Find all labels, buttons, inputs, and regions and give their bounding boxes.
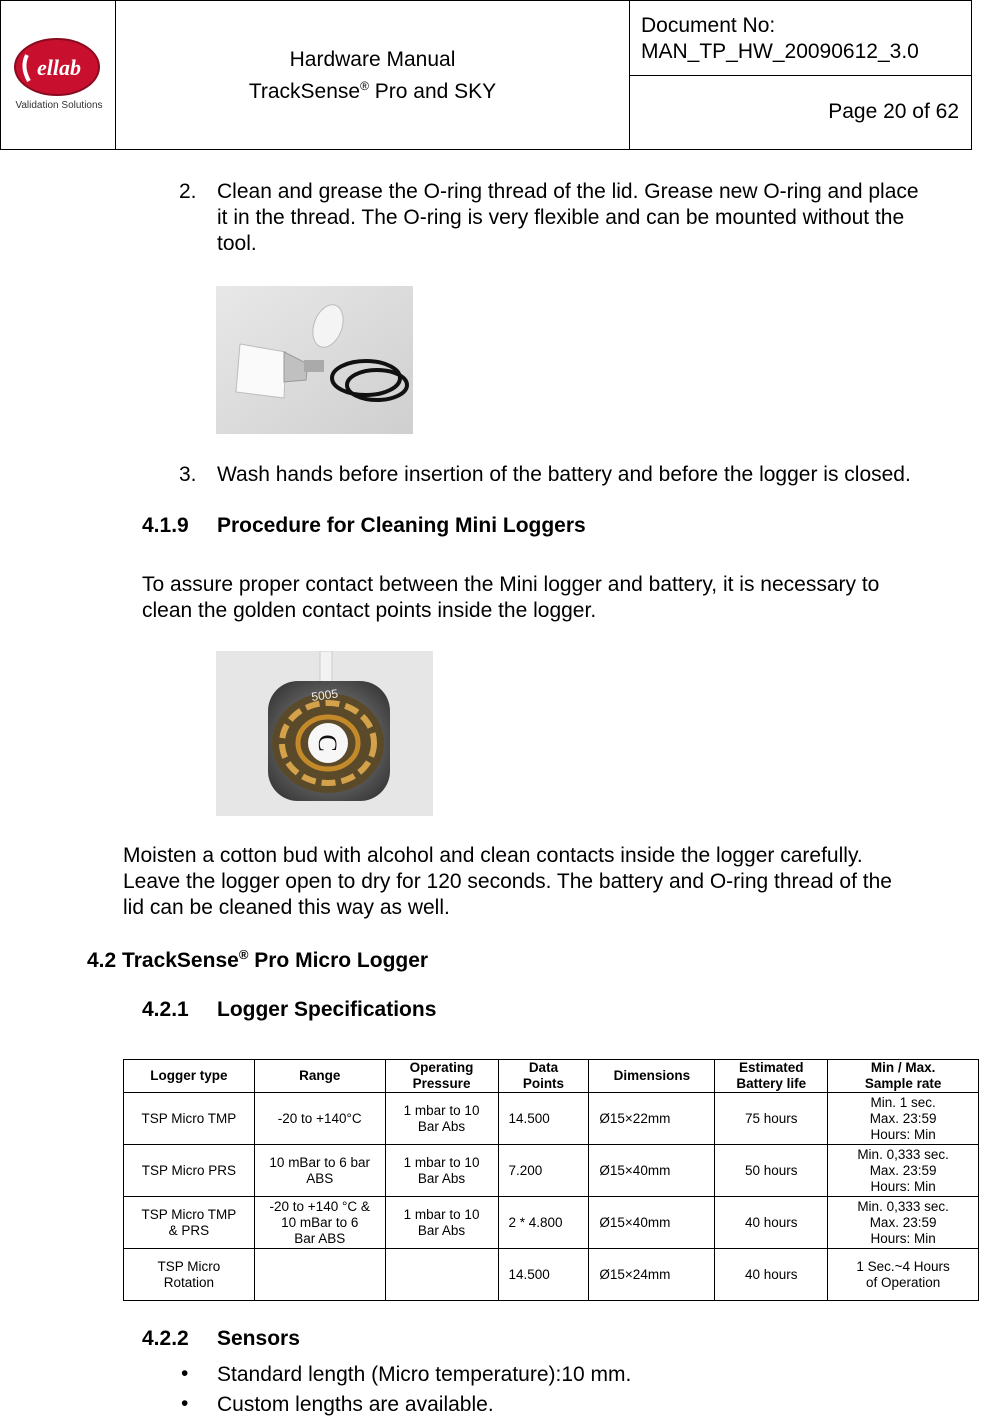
- svg-text:5005: 5005: [310, 686, 339, 704]
- table-cell: 1 mbar to 10 Bar Abs: [385, 1197, 498, 1249]
- table-cell: TSP Micro TMP & PRS: [124, 1197, 255, 1249]
- table-cell: 14.500: [498, 1093, 589, 1145]
- bullet-icon: •: [181, 1392, 189, 1415]
- table-header-cell: Range: [254, 1060, 385, 1093]
- section-number-4-2-1: 4.2.1: [142, 998, 189, 1021]
- logger-contacts-photo: [216, 651, 433, 816]
- table-cell: 50 hours: [715, 1145, 828, 1197]
- table-cell: 7.200: [498, 1145, 589, 1197]
- table-header-cell: Operating Pressure: [385, 1060, 498, 1093]
- svg-text:ellab: ellab: [37, 55, 81, 80]
- step-3-text: Wash hands before insertion of the battery and before the logger is closed.: [217, 463, 911, 486]
- oring-grease-photo: [216, 286, 413, 434]
- step-3-number: 3.: [179, 463, 197, 486]
- table-cell: 14.500: [498, 1249, 589, 1301]
- table-cell: 40 hours: [715, 1249, 828, 1301]
- table-cell: TSP Micro PRS: [124, 1145, 255, 1197]
- table-cell: Min. 1 sec. Max. 23:59 Hours: Min: [828, 1093, 979, 1145]
- table-cell: Ø15×40mm: [589, 1197, 715, 1249]
- table-cell: Ø15×22mm: [589, 1093, 715, 1145]
- table-cell: 75 hours: [715, 1093, 828, 1145]
- bullet-icon: •: [181, 1362, 189, 1385]
- table-row: [124, 1249, 979, 1301]
- table-header-row: [124, 1060, 979, 1093]
- table-cell: 1 mbar to 10 Bar Abs: [385, 1093, 498, 1145]
- table-header-cell: Estimated Battery life: [715, 1060, 828, 1093]
- table-cell: 2 * 4.800: [498, 1197, 589, 1249]
- table-cell: Min. 0,333 sec. Max. 23:59 Hours: Min: [828, 1197, 979, 1249]
- table-cell: -20 to +140 °C & 10 mBar to 6 Bar ABS: [254, 1197, 385, 1249]
- section-title-4-2-2: Sensors: [217, 1327, 300, 1350]
- table-cell: 40 hours: [715, 1197, 828, 1249]
- svg-text:C: C: [313, 734, 342, 752]
- table-header-cell: Logger type: [124, 1060, 255, 1093]
- svg-text:Validation Solutions: Validation Solutions: [15, 100, 103, 111]
- table-cell: TSP Micro Rotation: [124, 1249, 255, 1301]
- table-body: [124, 1093, 979, 1301]
- section-number-4-1-9: 4.1.9: [142, 514, 189, 537]
- page-number: Page 20 of 62: [828, 100, 959, 123]
- paragraph-contact: To assure proper contact between the Mini logger and battery, it is necessary to clean the golden contact points inside the logger.: [142, 573, 880, 622]
- list-item: Custom lengths are available.: [217, 1393, 494, 1416]
- section-title-4-2-1: Logger Specifications: [217, 998, 437, 1021]
- table-cell: [254, 1249, 385, 1301]
- table-header-cell: Dimensions: [589, 1060, 715, 1093]
- section-title-4-2: 4.2 TrackSense® Pro Micro Logger: [87, 947, 429, 972]
- page-header: [0, 0, 972, 150]
- table-cell: 1 Sec.~4 Hours of Operation: [828, 1249, 979, 1301]
- table-cell: Min. 0,333 sec. Max. 23:59 Hours: Min: [828, 1145, 979, 1197]
- step-2-text: Clean and grease the O-ring thread of the lid. Grease new O-ring and place it in the thread. The O-ring is very flexible and can be mounted without the tool.: [217, 180, 919, 255]
- table-cell: [385, 1249, 498, 1301]
- table-cell: 1 mbar to 10 Bar Abs: [385, 1145, 498, 1197]
- table-cell: TSP Micro TMP: [124, 1093, 255, 1145]
- table-cell: Ø15×24mm: [589, 1249, 715, 1301]
- table-row: [124, 1145, 979, 1197]
- paragraph-moisten: Moisten a cotton bud with alcohol and clean contacts inside the logger carefully. Leave the logger open to dry for 120 seconds. The battery and O-ring thread of the lid can be cleaned this way as well.: [123, 844, 892, 919]
- step-2-number: 2.: [179, 180, 197, 203]
- table-row: [124, 1197, 979, 1249]
- table-header-cell: Data Points: [498, 1060, 589, 1093]
- table-cell: 10 mBar to 6 bar ABS: [254, 1145, 385, 1197]
- table-cell: Ø15×40mm: [589, 1145, 715, 1197]
- list-item: Standard length (Micro temperature):10 mm.: [217, 1363, 632, 1386]
- logger-specifications-table: [123, 1059, 979, 1301]
- table-cell: -20 to +140°C: [254, 1093, 385, 1145]
- ellab-logo: [13, 37, 105, 113]
- document-title: Hardware Manual TrackSense® Pro and SKY: [248, 48, 497, 103]
- section-number-4-2-2: 4.2.2: [142, 1327, 189, 1350]
- section-title-4-1-9: Procedure for Cleaning Mini Loggers: [217, 514, 586, 537]
- document-number: Document No: MAN_TP_HW_20090612_3.0: [641, 14, 919, 63]
- table-header-cell: Min / Max. Sample rate: [828, 1060, 979, 1093]
- table-row: [124, 1093, 979, 1145]
